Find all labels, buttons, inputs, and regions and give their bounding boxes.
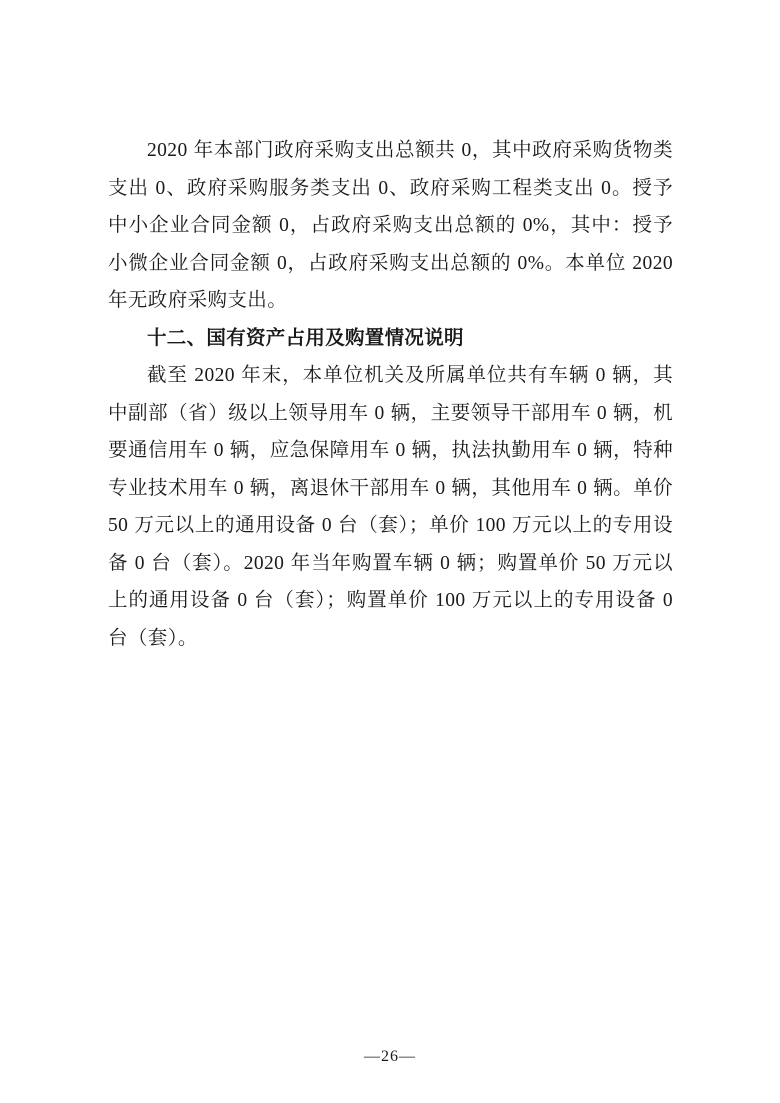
paragraph-state-owned-assets-detail: 截至 2020 年末，本单位机关及所属单位共有车辆 0 辆，其中副部（省）级以上领导用车 0 辆，主要领导干部用车 0 辆，机要通信用车 0 辆，应急保障用车 0 辆，执法执勤用车 0 辆，特种专业技术用车 0 辆，离退休干部用车 0 辆，其他用车 0 辆。单价 50 万元以上的通用设备 0 台（套）；单价 100 万元以上的专用设备 0 台（套）。2020 年当年购置车辆 0 辆；购置单价 50 万元以上的通用设备 0 台（套）；购置单价 100 万元以上的专用设备 0 台（套）。 — [108, 365, 673, 649]
heading-state-owned-assets: 十二、国有资产占用及购置情况说明 — [147, 326, 464, 349]
document-body — [108, 132, 673, 657]
page-number: —26— — [364, 1048, 416, 1065]
paragraph-government-procurement: 2020 年本部门政府采购支出总额共 0，其中政府采购货物类支出 0、政府采购服务类支出 0、政府采购工程类支出 0。授予中小企业合同金额 0，占政府采购支出总额的 0%，其中：授予小微企业合同金额 0，占政府采购支出总额的 0%。本单位 2020 年无政府采购支出。 — [108, 140, 673, 311]
